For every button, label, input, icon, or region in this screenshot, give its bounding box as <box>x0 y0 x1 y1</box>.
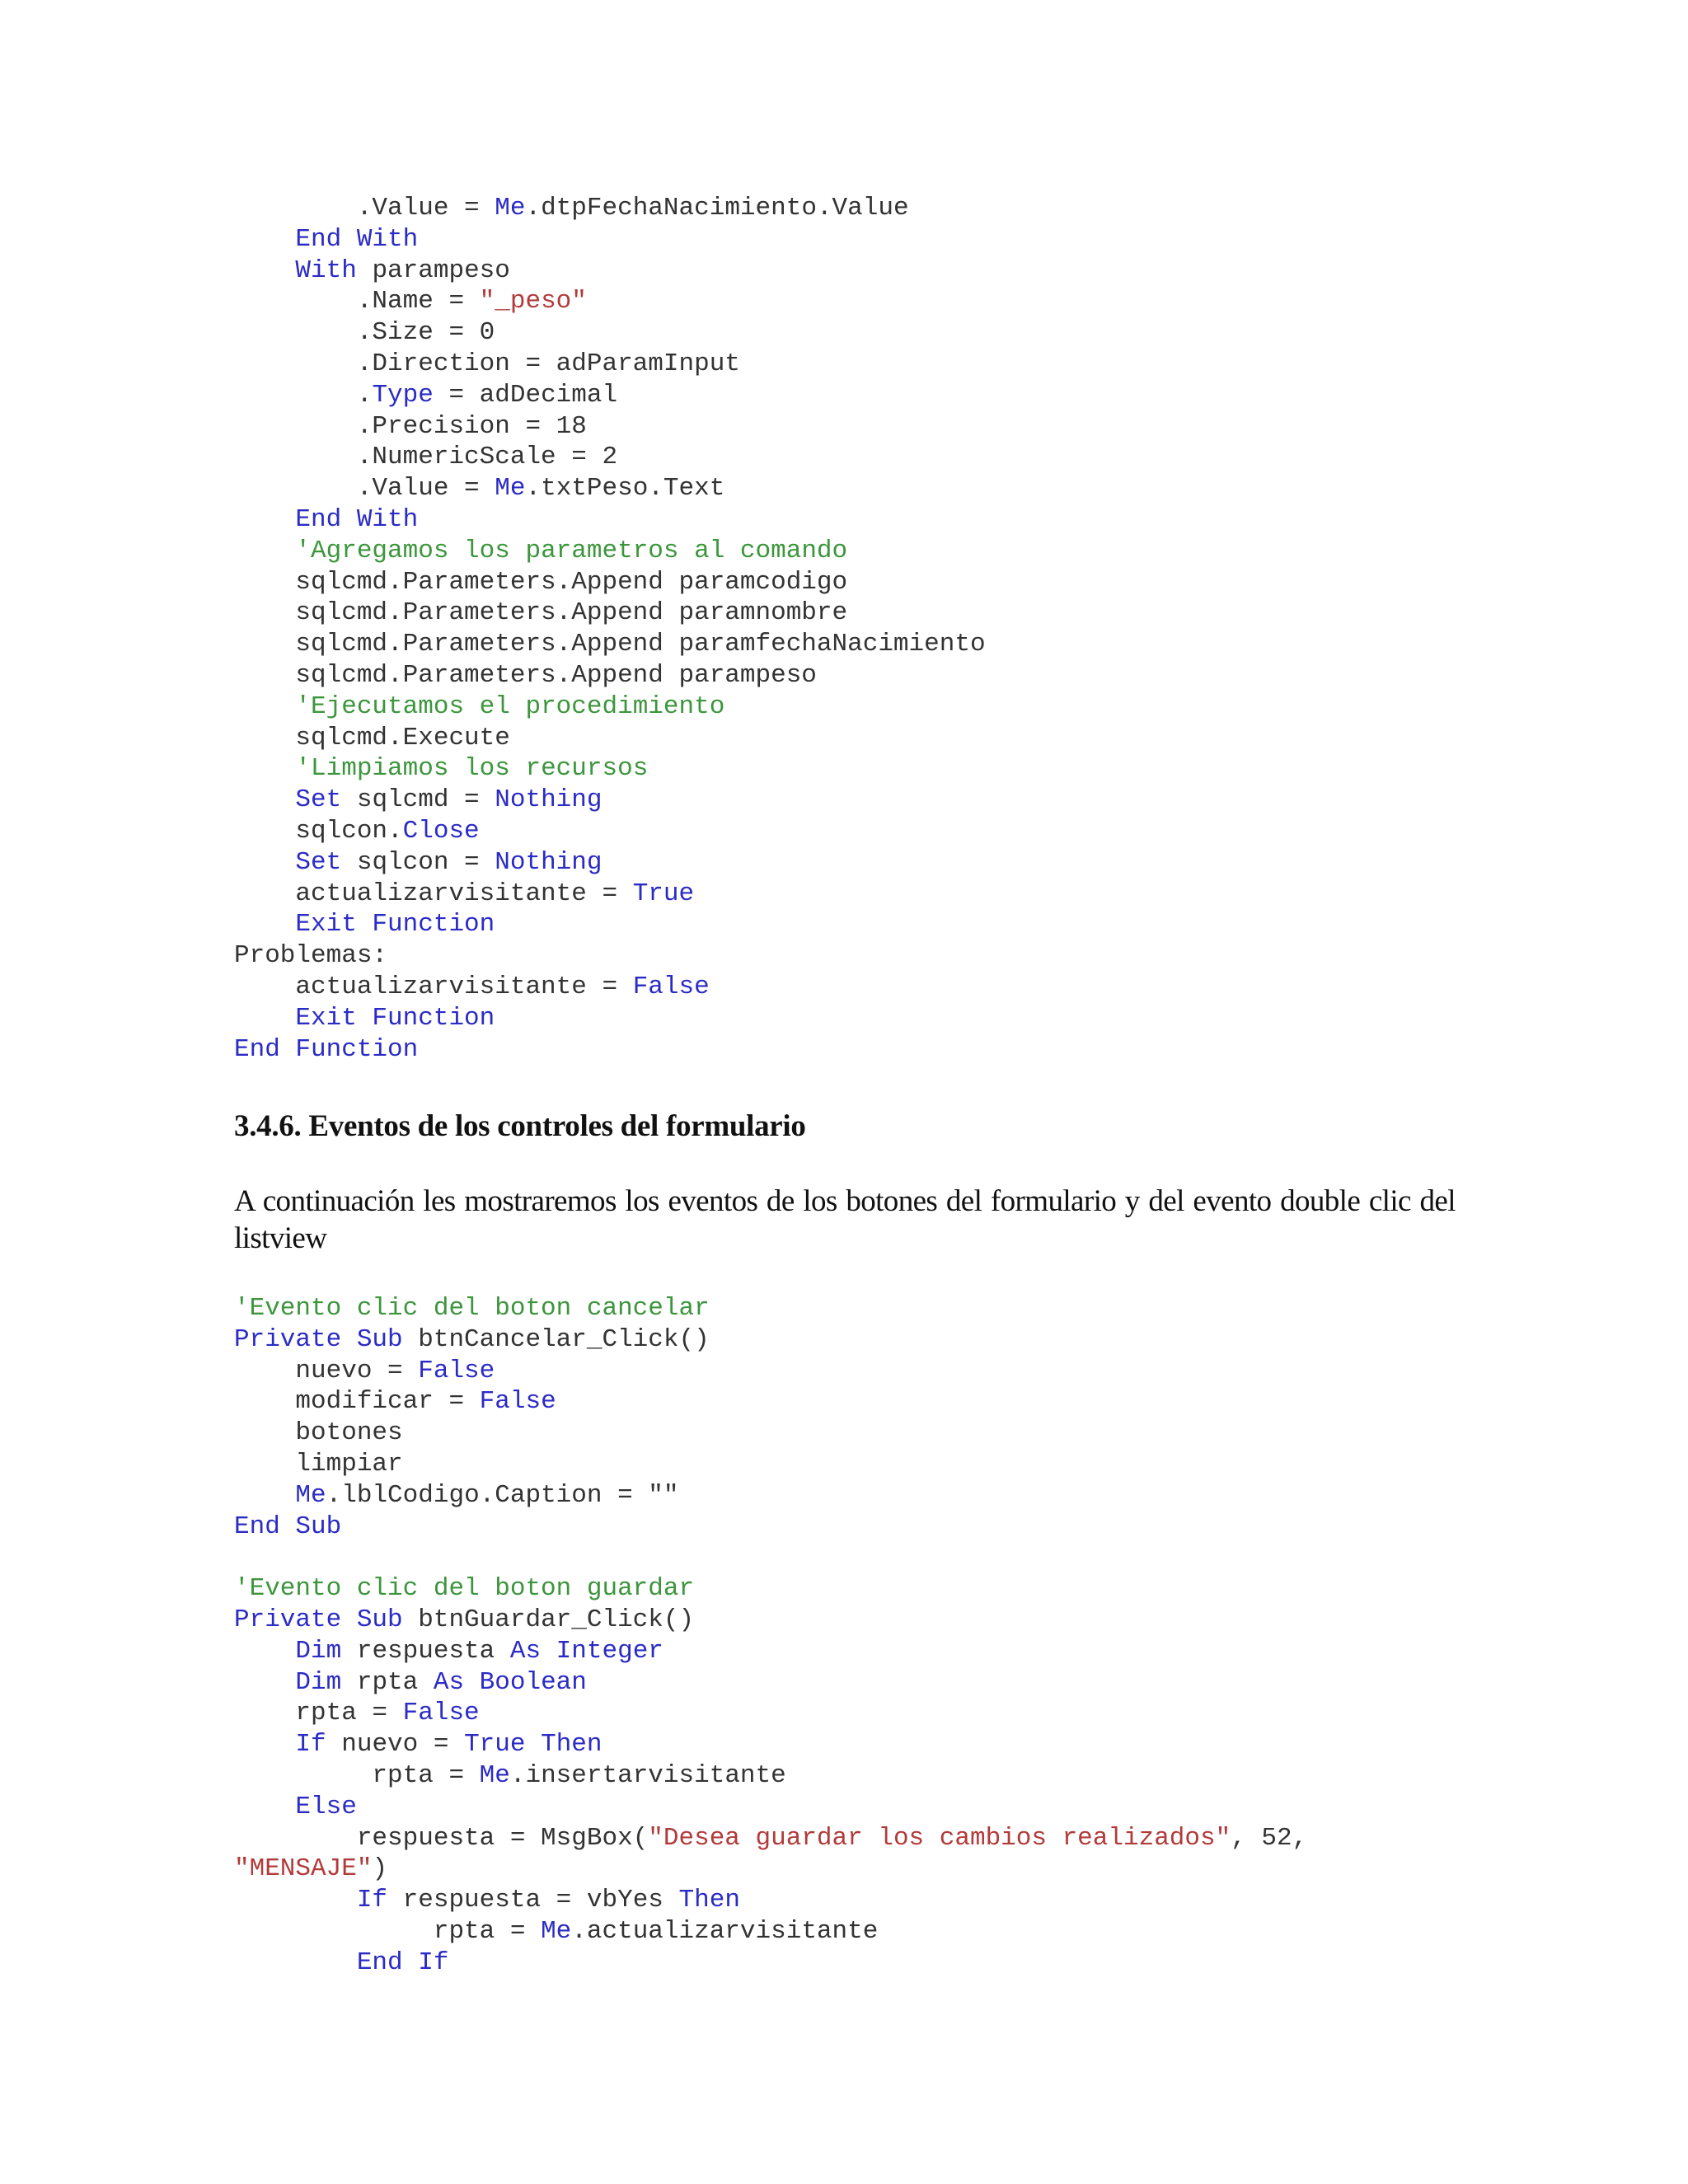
code-token <box>234 1730 295 1759</box>
code-line <box>234 1916 1307 1947</box>
code-token: sqlcon. <box>234 816 403 846</box>
code-line <box>234 1480 1307 1511</box>
section-heading: 3.4.6. Eventos de los controles del formulario <box>234 1109 806 1143</box>
code-token: 'Ejecutamos el procedimiento <box>295 691 725 721</box>
code-token: sqlcmd = <box>341 785 495 815</box>
code-token <box>234 910 295 939</box>
code-line <box>234 1573 1307 1605</box>
code-token: Then <box>678 1886 740 1915</box>
code-line <box>234 785 986 816</box>
code-line <box>234 1003 986 1034</box>
code-token: btnCancelar_Click() <box>402 1324 710 1354</box>
code-token: True Then <box>464 1730 603 1760</box>
code-token: Exit Function <box>295 1003 495 1033</box>
code-token: .actualizarvisitante <box>571 1916 879 1946</box>
code-line <box>234 473 986 504</box>
section-paragraph: A continuación les mostraremos los eventos de los botones del formulario y del evento double clic del listview <box>234 1184 1456 1255</box>
code-token: sqlcmd.Execute <box>234 723 510 752</box>
code-token: Type <box>372 380 434 410</box>
code-block-actualizar-visitante <box>234 193 986 1065</box>
code-token: botones <box>234 1418 403 1448</box>
code-token: Me <box>495 194 526 223</box>
code-line <box>234 1605 1307 1636</box>
code-token: .lblCodigo.Caption = "" <box>326 1480 679 1510</box>
code-line <box>234 1792 1307 1823</box>
code-token: 'Evento clic del boton cancelar <box>234 1294 710 1323</box>
code-line <box>234 816 986 847</box>
code-token: rpta <box>341 1667 434 1697</box>
code-token: As Boolean <box>433 1667 587 1697</box>
code-token: 'Agregamos los parametros al comando <box>295 536 848 565</box>
code-token: .Size = 0 <box>234 318 495 348</box>
code-token: actualizarvisitante = <box>234 972 633 1001</box>
code-token: nuevo = <box>326 1730 465 1760</box>
code-line <box>234 1636 1307 1667</box>
code-token: Me <box>295 1480 326 1510</box>
code-line <box>234 660 986 691</box>
code-line <box>234 1760 1307 1792</box>
code-token <box>234 1481 295 1510</box>
code-token <box>234 225 295 254</box>
code-line <box>234 1667 1307 1699</box>
code-token <box>234 1637 295 1666</box>
code-token: False <box>632 972 710 1001</box>
code-token: 'Limpiamos los recursos <box>295 754 649 784</box>
code-line <box>234 1356 1307 1387</box>
code-token: False <box>479 1387 556 1417</box>
code-token: Private Sub <box>234 1605 403 1634</box>
code-token: If <box>295 1730 326 1760</box>
code-line <box>234 567 986 598</box>
code-token: .Value = <box>234 474 495 504</box>
code-token <box>234 1668 295 1697</box>
code-line <box>234 909 986 940</box>
code-line <box>234 598 986 629</box>
code-line <box>234 847 986 879</box>
code-token <box>234 1793 295 1821</box>
code-token: sqlcon = <box>341 847 495 877</box>
code-token: sqlcmd.Parameters.Append paramcodigo <box>234 567 848 597</box>
code-token: nuevo = <box>234 1356 419 1385</box>
code-token: sqlcmd.Parameters.Append parampeso <box>234 660 817 690</box>
code-token: Me <box>479 1760 510 1790</box>
code-line <box>234 1449 1307 1480</box>
code-token: As Integer <box>509 1636 663 1666</box>
code-line <box>234 1698 1307 1729</box>
code-token: End With <box>295 504 419 534</box>
code-token: False <box>402 1699 480 1728</box>
code-token: limpiar <box>234 1449 403 1479</box>
code-token: Else <box>295 1792 357 1821</box>
code-token: If <box>356 1886 388 1915</box>
code-token: Problemas: <box>234 941 388 971</box>
code-token <box>234 1004 295 1033</box>
code-line <box>234 411 986 443</box>
code-token: . <box>234 380 373 410</box>
code-line <box>234 286 986 317</box>
code-token: True <box>632 879 695 908</box>
code-line <box>234 349 986 380</box>
code-line <box>234 1854 1307 1885</box>
code-token: .insertarvisitante <box>509 1760 786 1790</box>
code-token <box>234 1948 357 1977</box>
code-token: Nothing <box>495 847 603 877</box>
code-token: Private Sub <box>234 1324 403 1354</box>
code-token <box>234 537 295 565</box>
code-token: respuesta = MsgBox( <box>234 1823 649 1853</box>
code-token: Set <box>295 785 342 815</box>
code-line <box>234 255 986 287</box>
code-token: "Desea guardar los cambios realizados" <box>648 1823 1231 1853</box>
code-token: "_peso" <box>479 287 587 316</box>
code-line <box>234 224 986 255</box>
code-line <box>234 940 986 972</box>
code-token <box>234 785 295 814</box>
code-token: 'Evento clic del boton guardar <box>234 1574 695 1604</box>
code-line <box>234 536 986 567</box>
code-line <box>234 1542 1307 1573</box>
code-token: End With <box>295 224 419 254</box>
code-token: Me <box>541 1916 572 1946</box>
code-token: rpta = <box>234 1760 480 1790</box>
code-line <box>234 380 986 411</box>
code-token: Me <box>495 474 526 504</box>
code-token: False <box>418 1356 495 1385</box>
code-token: sqlcmd.Parameters.Append paramfechaNacimiento <box>234 630 986 659</box>
code-token: Close <box>402 816 480 846</box>
code-line <box>234 1823 1307 1854</box>
code-token: End Function <box>234 1034 419 1064</box>
code-token: sqlcmd.Parameters.Append paramnombre <box>234 598 848 628</box>
code-token: Dim <box>295 1667 342 1697</box>
code-token: Exit Function <box>295 910 495 940</box>
code-token <box>234 692 295 721</box>
code-line <box>234 1293 1307 1324</box>
code-token: With <box>295 255 357 285</box>
code-token: actualizarvisitante = <box>234 879 633 908</box>
code-token: .Value = <box>234 194 495 223</box>
code-token: parampeso <box>356 255 510 285</box>
code-token: , 52, <box>1231 1823 1308 1853</box>
code-token: btnGuardar_Click() <box>402 1605 695 1634</box>
code-token: End Sub <box>234 1511 342 1541</box>
code-line <box>234 1386 1307 1418</box>
code-line <box>234 753 986 785</box>
code-line <box>234 879 986 910</box>
code-token: modificar = <box>234 1387 480 1417</box>
code-token: .NumericScale = 2 <box>234 443 618 472</box>
code-token: .txtPeso.Text <box>525 474 725 504</box>
code-token: .dtpFechaNacimiento.Value <box>525 194 909 223</box>
code-token: .Name = <box>234 287 480 316</box>
code-line <box>234 193 986 224</box>
code-line <box>234 1885 1307 1916</box>
code-token: rpta = <box>234 1916 542 1946</box>
code-token: End If <box>356 1947 449 1977</box>
code-token: rpta = <box>234 1699 403 1728</box>
code-token: Set <box>295 847 342 877</box>
code-line <box>234 1418 1307 1449</box>
code-token <box>234 505 295 534</box>
code-token <box>234 1886 357 1915</box>
code-token: = adDecimal <box>433 380 618 410</box>
code-line <box>234 1324 1307 1356</box>
code-token: respuesta <box>341 1636 510 1666</box>
code-line <box>234 723 986 754</box>
code-line <box>234 1511 1307 1543</box>
code-token: .Precision = 18 <box>234 411 587 441</box>
code-line <box>234 442 986 473</box>
code-token <box>234 754 295 783</box>
code-token: Nothing <box>495 785 603 815</box>
code-token: ) <box>372 1854 388 1884</box>
code-line <box>234 1034 986 1066</box>
code-line <box>234 317 986 349</box>
code-block-button-events <box>234 1293 1307 1979</box>
code-line <box>234 1729 1307 1760</box>
code-line <box>234 972 986 1003</box>
code-line <box>234 629 986 660</box>
code-token: .Direction = adParamInput <box>234 349 740 378</box>
code-line <box>234 691 986 723</box>
code-token <box>234 848 295 877</box>
code-token: "MENSAJE" <box>234 1854 373 1884</box>
code-line <box>234 1947 1307 1979</box>
code-token <box>234 256 295 285</box>
code-line <box>234 504 986 536</box>
code-token: Dim <box>295 1636 342 1666</box>
code-token: respuesta = vbYes <box>387 1886 679 1915</box>
